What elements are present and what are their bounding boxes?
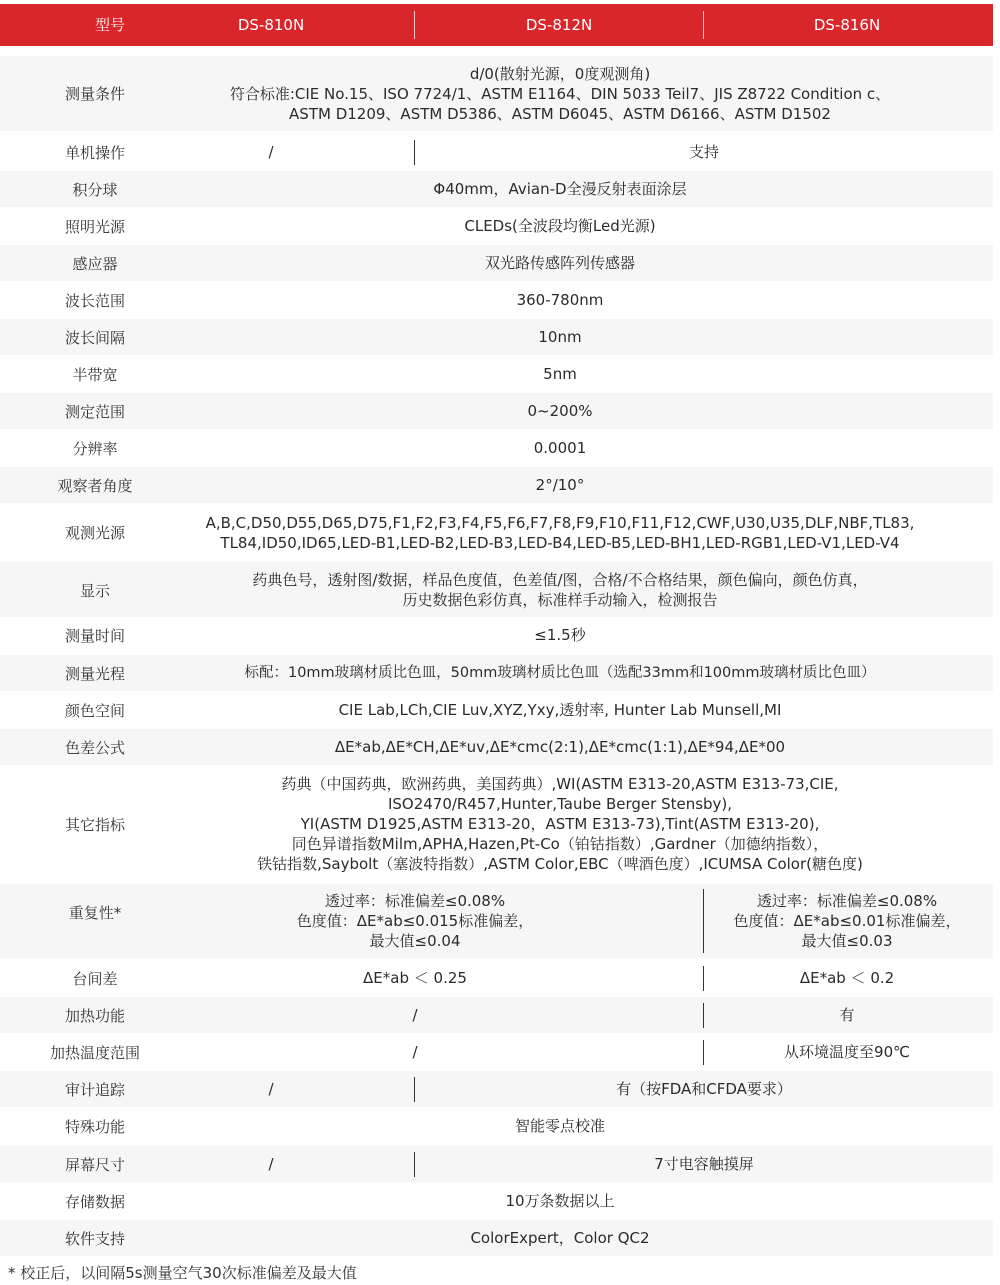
- value-line: 最大值≤0.03: [801, 932, 893, 950]
- spec-row-half-bandwidth: [0, 356, 993, 392]
- row-label: 照明光源: [64, 217, 125, 236]
- value-line: 历史数据色彩仿真，标准样手动输入，检测报告: [402, 590, 718, 609]
- row-value: 0~200%: [527, 402, 593, 420]
- header-divider: [414, 11, 415, 39]
- row-label: 观察者角度: [57, 476, 133, 495]
- value-810-812: ΔE*ab ＜ 0.25: [363, 969, 467, 987]
- row-value: CLEDs(全波段均衡Led光源): [464, 217, 656, 235]
- spec-row-observer-angle: [0, 467, 993, 503]
- row-value: ≤1.5秒: [534, 626, 586, 644]
- header-model-812: DS-812N: [525, 16, 593, 34]
- row-label: 测定范围: [64, 402, 125, 421]
- row-label: 加热温度范围: [49, 1043, 140, 1062]
- row-value: [190, 513, 930, 553]
- header-divider: [703, 11, 704, 39]
- value-line: 铁钴指数,Saybolt（塞波特指数）,ASTM Color,EBC（啤酒色度）,ICUMSA Color(糖色度): [257, 855, 863, 873]
- row-label: 台间差: [72, 969, 118, 988]
- row-label: 测量条件: [64, 85, 125, 103]
- value-810-812: /: [412, 1006, 418, 1024]
- value-line: TL84,ID50,ID65,LED-B1,LED-B2,LED-B3,LED-B4,LED-B5,LED-BH1,LED-RGB1,LED-V1,LED-V4: [220, 533, 900, 552]
- row-value: 5nm: [543, 365, 577, 383]
- row-value: 0.0001: [533, 439, 587, 457]
- row-value: [190, 570, 930, 610]
- row-label: 观测光源: [64, 524, 125, 542]
- value-line: YI(ASTM D1925,ASTM E313-20，ASTM E313-73),Tint(ASTM E313-20),: [300, 815, 820, 833]
- value-810: /: [268, 1080, 274, 1098]
- row-label: 波长范围: [64, 291, 125, 310]
- value-816: 从环境温度至90℃: [784, 1043, 910, 1061]
- spec-row-sphere: [0, 171, 993, 207]
- row-value: [190, 774, 930, 874]
- row-value: 10万条数据以上: [505, 1192, 615, 1210]
- spec-row-other-indices: [0, 770, 993, 878]
- value-810-812: /: [412, 1043, 418, 1061]
- row-label: 色差公式: [64, 738, 125, 757]
- spec-row-audit-trail: [0, 1071, 993, 1107]
- spec-row-heating: [0, 997, 993, 1033]
- value-line: 色度值：ΔE*ab≤0.015标准偏差，: [296, 912, 534, 930]
- row-value: 10nm: [538, 328, 582, 346]
- row-value: CIE Lab,LCh,CIE Luv,XYZ,Yxy,透射率, Hunter Lab Munsell,MI: [338, 701, 782, 719]
- spec-row-wavelength-range: [0, 282, 993, 318]
- spec-row-light-source: [0, 208, 993, 244]
- header-model-810: DS-810N: [237, 16, 305, 34]
- value-812-816: 支持: [688, 143, 719, 161]
- value-line: 最大值≤0.04: [369, 932, 461, 950]
- row-label: 单机操作: [64, 143, 125, 162]
- spec-row-optical-path: [0, 655, 993, 691]
- row-value: 2°/10°: [535, 476, 585, 494]
- value-line: ASTM D1209、ASTM D5386、ASTM D6045、ASTM D6166、ASTM D1502: [289, 104, 831, 123]
- row-label: 颜色空间: [64, 701, 125, 720]
- value-line: 透过率：标准偏差≤0.08%: [324, 892, 506, 910]
- spec-row-measure-range: [0, 393, 993, 429]
- value-line: ISO2470/R457,Hunter,Taube Berger Stensby),: [387, 795, 733, 813]
- row-label: 特殊功能: [64, 1117, 125, 1136]
- row-label: 存储数据: [64, 1192, 125, 1211]
- value-812-816: 有（按FDA和CFDA要求）: [616, 1080, 792, 1098]
- value-line: 药典色号，透射图/数据，样品色度值，色差值/图，合格/不合格结果，颜色偏向，颜色仿真，: [252, 570, 868, 589]
- spec-row-screen-size: [0, 1146, 993, 1182]
- value-810: /: [268, 143, 274, 161]
- spec-row-resolution: [0, 430, 993, 466]
- spec-row-wavelength-interval: [0, 319, 993, 355]
- value-812-816: 7寸电容触摸屏: [654, 1155, 754, 1173]
- row-value: ColorExpert，Color QC2: [470, 1229, 650, 1247]
- spec-row-color-space: [0, 692, 993, 728]
- row-value: 智能零点校准: [514, 1117, 605, 1135]
- spec-row-color-diff: [0, 729, 993, 765]
- value-line: 药典（中国药典，欧洲药典，美国药典）,WI(ASTM E313-20,ASTM E313-73,CIE,: [281, 775, 839, 793]
- spec-row-software: [0, 1220, 993, 1256]
- row-label: 软件支持: [64, 1229, 125, 1248]
- row-label: 半带宽: [72, 365, 118, 384]
- row-label: 重复性*: [68, 904, 122, 922]
- row-label: 测量时间: [64, 626, 125, 645]
- value-816: [704, 891, 990, 951]
- spec-row-storage: [0, 1183, 993, 1219]
- value-line: 同色异谱指数Milm,APHA,Hazen,Pt-Co（铂钴指数）,Gardner（加德纳指数），: [291, 835, 829, 853]
- spec-row-sensor: [0, 245, 993, 281]
- row-label: 加热功能: [64, 1006, 125, 1025]
- row-label: 审计追踪: [64, 1080, 125, 1099]
- row-value: Φ40mm，Avian-D全漫反射表面涂层: [433, 180, 687, 198]
- spec-row-standalone: [0, 134, 993, 170]
- row-label: 分辨率: [72, 439, 118, 458]
- value-810: /: [268, 1155, 274, 1173]
- row-label: 波长间隔: [64, 328, 125, 347]
- row-label: 其它指标: [64, 815, 125, 834]
- row-label: 测量光程: [64, 664, 125, 683]
- value-line: 色度值：ΔE*ab≤0.01标准偏差，: [733, 912, 961, 930]
- row-label: 显示: [79, 582, 110, 600]
- row-value: 双光路传感阵列传感器: [484, 254, 635, 272]
- spec-row-special-function: [0, 1108, 993, 1144]
- row-label: 积分球: [72, 180, 118, 199]
- value-816: ΔE*ab ＜ 0.2: [799, 969, 895, 987]
- value-line: A,B,C,D50,D55,D65,D75,F1,F2,F3,F4,F5,F6,F7,F8,F9,F10,F11,F12,CWF,U30,U35,DLF,NBF,TL83,: [205, 513, 915, 532]
- spec-row-repeatability: [0, 884, 993, 958]
- spec-row-measure-time: [0, 617, 993, 653]
- spec-row-display: [0, 562, 993, 617]
- spec-row-inter-instrument: [0, 960, 993, 996]
- row-value: 标配：10mm玻璃材质比色皿，50mm玻璃材质比色皿（选配33mm和100mm玻璃材质比色皿）: [244, 665, 876, 681]
- value-line: 符合标准:CIE No.15、ISO 7724/1、ASTM E1164、DIN 5033 Teil7、JIS Z8722 Condition c、: [229, 84, 891, 103]
- footnote: * 校正后，以间隔5s测量空气30次标准偏差及最大值: [8, 1264, 357, 1282]
- spec-row-measure-condition: [0, 56, 993, 131]
- row-label: 感应器: [72, 254, 118, 273]
- spec-row-illuminants: [0, 505, 993, 560]
- row-value: 360-780nm: [516, 291, 604, 309]
- header-label: 型号: [94, 16, 125, 34]
- value-line: d/0(散射光源，0度观测角): [469, 64, 651, 83]
- row-value: [190, 64, 930, 124]
- table-header: [0, 4, 993, 46]
- header-model-816: DS-816N: [813, 16, 881, 34]
- value-816: 有: [839, 1006, 855, 1024]
- row-label: 屏幕尺寸: [64, 1155, 125, 1174]
- row-value: ΔE*ab,ΔE*CH,ΔE*uv,ΔE*cmc(2:1),ΔE*cmc(1:1),ΔE*94,ΔE*00: [334, 738, 786, 756]
- value-810-812: [250, 891, 580, 951]
- value-line: 透过率：标准偏差≤0.08%: [756, 892, 938, 910]
- spec-row-heating-range: [0, 1034, 993, 1070]
